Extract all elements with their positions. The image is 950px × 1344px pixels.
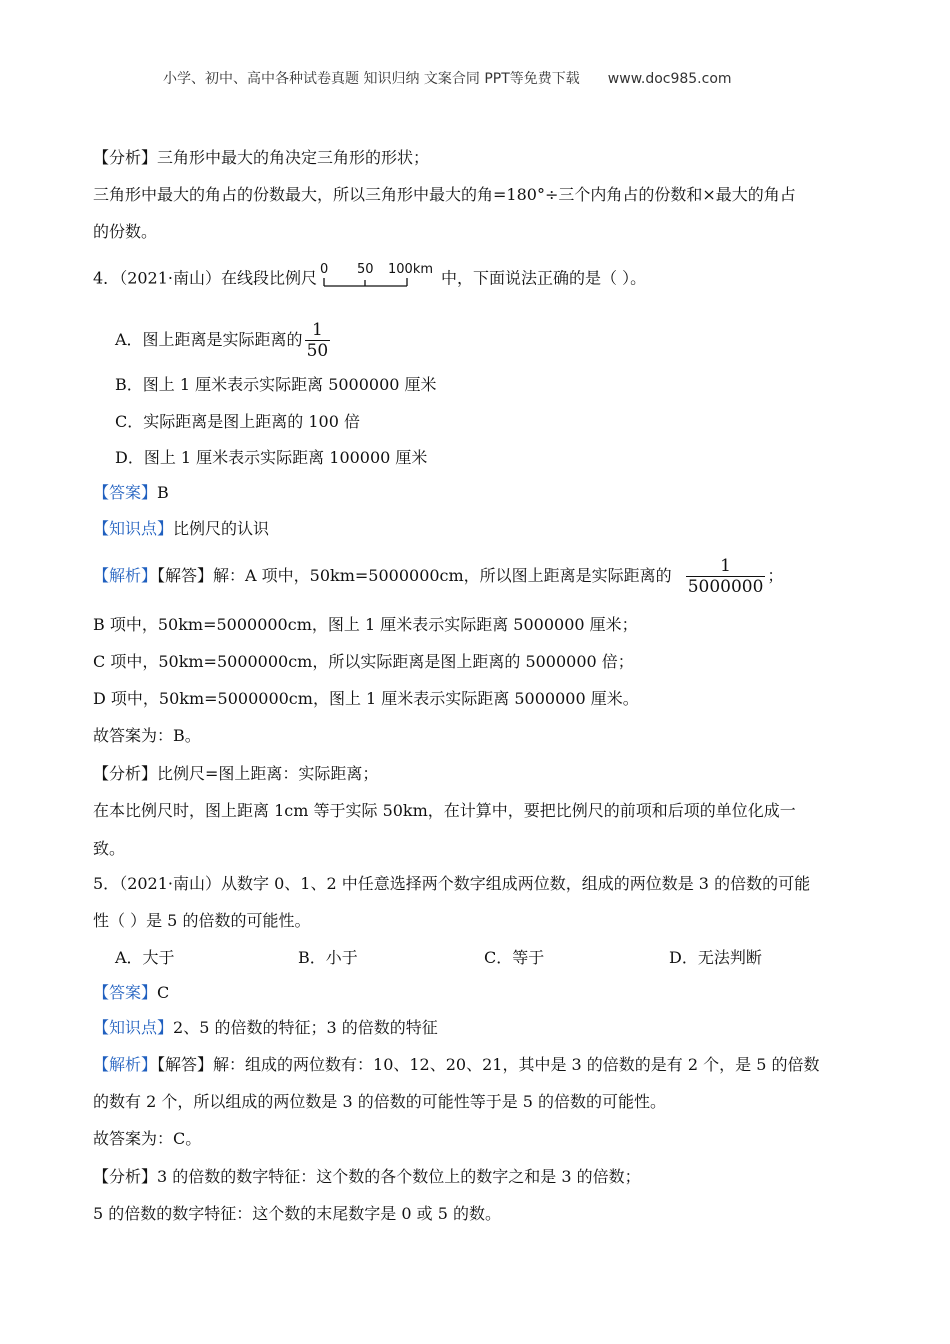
scale-label-0: 0 [320, 262, 329, 277]
q5-answer: 【答案】C [93, 983, 170, 1002]
q4-option-c[interactable]: C．实际距离是图上距离的 100 倍 [115, 412, 360, 431]
q4-analysis-line2: 在本比例尺时，图上距离 1cm 等于实际 50km，在计算中，要把比例尺的前项和后项的单位化成一 [93, 801, 796, 820]
knowledge-tag: 【知识点】 [93, 519, 174, 538]
q3-analysis-line1: 【分析】三角形中最大的角决定三角形的形状； [93, 148, 430, 167]
scale-label-100km: 100km [388, 262, 434, 277]
q4-analysis-line1: 【分析】比例尺=图上距离：实际距离； [93, 764, 379, 783]
line-scale-bar [319, 262, 439, 296]
q5-source: （2021·南山） [119, 874, 221, 893]
analysis-tag: 【分析】 [93, 148, 158, 167]
q5-option-a[interactable]: A．大于 [115, 948, 175, 967]
q5-solution-line2: 的数有 2 个，所以组成的两位数是 3 的倍数的可能性等于是 5 的倍数的可能性。 [93, 1092, 667, 1111]
q3-analysis-line3: 的份数。 [93, 222, 158, 241]
q5-option-d[interactable]: D．无法判断 [669, 948, 762, 967]
q4-number: 4． [93, 268, 120, 288]
page-header [163, 68, 732, 88]
fraction-1-5000000: $\frac{1}{5000000}$ [687, 556, 764, 597]
q4-solution-line3: C 项中，50km=5000000cm，所以实际距离是图上距离的 5000000 倍； [93, 652, 634, 671]
knowledge-tag: 【知识点】 [93, 1018, 174, 1037]
analysis-tag: 【分析】 [93, 1167, 158, 1186]
header-text: 小学、初中、高中各种试卷真题 知识归纳 文案合同 PPT等免费下载 [163, 71, 580, 87]
answer-tag: 【答案】 [93, 983, 158, 1002]
q5-solution-line1: 【解析】【解答】解：组成的两位数有：10、12、20、21，其中是 3 的倍数的是有 2 个，是 5 的倍数 [93, 1055, 820, 1074]
q4-source: （2021·南山） [119, 268, 221, 288]
answer-tag: 【答案】 [93, 483, 158, 502]
solution-tag: 【解析】 [93, 566, 158, 585]
q5-stem-line1: 5．（2021·南山）从数字 0、1、2 中任意选择两个数字组成两位数，组成的两位数是 3 的倍数的可能 [93, 874, 811, 893]
q4-answer: 【答案】B [93, 483, 169, 502]
q5-stem-line2: 性（ ）是 5 的倍数的可能性。 [93, 911, 311, 930]
q4-option-a[interactable]: A．图上距离是实际距离的 $\frac{1}{50}$ [115, 320, 329, 361]
q5-analysis-line2: 5 的倍数的数字特征：这个数的末尾数字是 0 或 5 的数。 [93, 1204, 501, 1223]
q4-solution-line5: 故答案为：B。 [93, 726, 201, 745]
q4-knowledge: 【知识点】比例尺的认识 [93, 519, 270, 538]
q4-analysis-line3: 致。 [93, 839, 126, 858]
q4-solution-line4: D 项中，50km=5000000cm，图上 1 厘米表示实际距离 5000000 厘米。 [93, 689, 639, 708]
q5-number: 5． [93, 874, 120, 893]
analysis-tag: 【分析】 [93, 764, 158, 783]
fraction-1-50: $\frac{1}{50}$ [306, 320, 329, 361]
header-site[interactable]: www.doc985.com [607, 71, 732, 87]
q4-solution-line1: 【解析】【解答】解：A 项中，50km=5000000cm，所以图上距离是实际距离的 $\frac{1}{5000000}$ ； [93, 556, 784, 597]
q4-option-d[interactable]: D．图上 1 厘米表示实际距离 100000 厘米 [115, 448, 428, 467]
q5-knowledge: 【知识点】2、5 的倍数的特征；3 的倍数的特征 [93, 1018, 438, 1037]
q5-solution-line3: 故答案为：C。 [93, 1129, 202, 1148]
q3-analysis-line2: 三角形中最大的角占的份数最大，所以三角形中最大的角=180°÷三个内角占的份数和×最大的角占 [93, 185, 796, 204]
q4-option-b[interactable]: B．图上 1 厘米表示实际距离 5000000 厘米 [115, 375, 437, 394]
solution-tag: 【解析】 [93, 1055, 158, 1074]
q5-option-b[interactable]: B．小于 [298, 948, 358, 967]
scale-label-50: 50 [357, 262, 374, 277]
q4-stem: 4．（2021·南山）在线段比例尺 0 50 100km 中，下面说法正确的是（ ）。 [93, 262, 646, 296]
q5-analysis-line1: 【分析】3 的倍数的数字特征：这个数的各个数位上的数字之和是 3 的倍数； [93, 1167, 641, 1186]
q4-solution-line2: B 项中，50km=5000000cm，图上 1 厘米表示实际距离 5000000 厘米； [93, 615, 638, 634]
q5-option-c[interactable]: C．等于 [484, 948, 545, 967]
